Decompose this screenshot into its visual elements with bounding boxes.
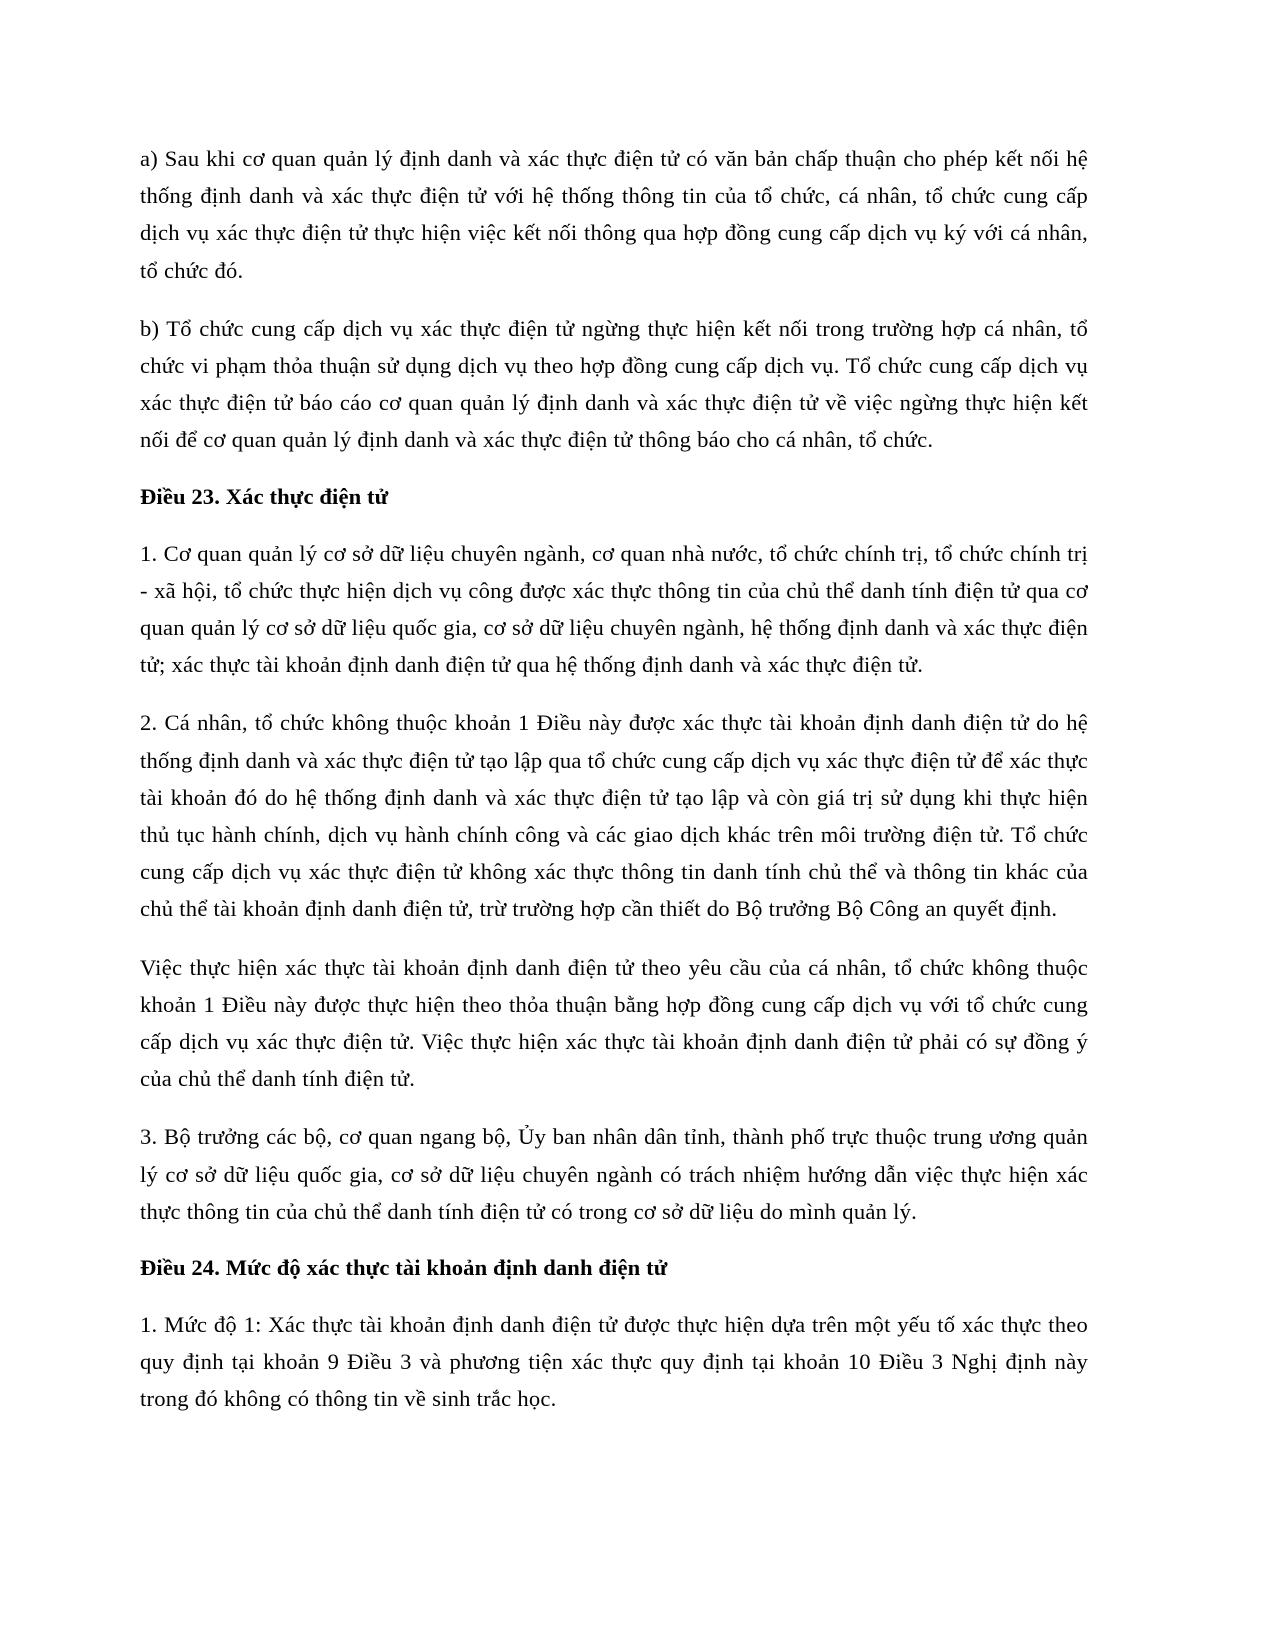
paragraph-dieu24-clause-1: 1. Mức độ 1: Xác thực tài khoản định danh điện tử được thực hiện dựa trên một yếu tố xác thực theo quy định tại khoản 9 Điều 3 và phương tiện xác thực quy định tại khoản 10 Điều 3 Nghị định này trong đó không có thông tin về sinh trắc học. [140,1312,1088,1412]
paragraph-dieu23-clause-1: 1. Cơ quan quản lý cơ sở dữ liệu chuyên ngành, cơ quan nhà nước, tổ chức chính trị, tổ chức chính trị - xã hội, tổ chức thực hiện dịch vụ công được xác thực thông tin của chủ thể danh tính điện tử qua cơ quan quản lý cơ sở dữ liệu quốc gia, cơ sở dữ liệu chuyên ngành, hệ thống định danh và xác thực điện tử; xác thực tài khoản định danh điện tử qua hệ thống định danh và xác thực điện tử. [140,540,1088,678]
paragraph-item-a: a) Sau khi cơ quan quản lý định danh và xác thực điện tử có văn bản chấp thuận cho phép kết nối hệ thống định danh và xác thực điện tử với hệ thống thông tin của tổ chức, cá nhân, tổ chức cung cấp dịch vụ xác thực điện tử thực hiện việc kết nối thông qua hợp đồng cung cấp dịch vụ ký với cá nhân, tổ chức đó. [140,146,1088,283]
paragraph-dieu23-clause-2-continued: Việc thực hiện xác thực tài khoản định danh điện tử theo yêu cầu của cá nhân, tổ chức không thuộc khoản 1 Điều này được thực hiện theo thỏa thuận bằng hợp đồng cung cấp dịch vụ với tổ chức cung cấp dịch vụ xác thực điện tử. Việc thực hiện xác thực tài khoản định danh điện tử phải có sự đồng ý của chủ thể danh tính điện tử. [140,954,1088,1092]
heading-dieu-23: Điều 23. Xác thực điện tử [140,483,389,509]
document-content [140,140,1088,1418]
heading-dieu-24: Điều 24. Mức độ xác thực tài khoản định danh điện tử [140,1255,668,1281]
paragraph-dieu23-clause-2: 2. Cá nhân, tổ chức không thuộc khoản 1 Điều này được xác thực tài khoản định danh điện tử do hệ thống định danh và xác thực điện tử tạo lập qua tổ chức cung cấp dịch vụ xác thực điện tử để xác thực tài khoản đó do hệ thống định danh và xác thực điện tử tạo lập và còn giá trị sử dụng khi thực hiện thủ tục hành chính, dịch vụ hành chính công và các giao dịch khác trên môi trường điện tử. Tổ chức cung cấp dịch vụ xác thực điện tử không xác thực thông tin danh tính chủ thể và thông tin khác của chủ thể tài khoản định danh điện tử, trừ trường hợp cần thiết do Bộ trưởng Bộ Công an quyết định. [140,710,1088,922]
paragraph-dieu23-clause-3: 3. Bộ trưởng các bộ, cơ quan ngang bộ, Ủy ban nhân dân tỉnh, thành phố trực thuộc trung ương quản lý cơ sở dữ liệu quốc gia, cơ sở dữ liệu chuyên ngành có trách nhiệm hướng dẫn việc thực hiện xác thực thông tin của chủ thể danh tính điện tử có trong cơ sở dữ liệu do mình quản lý. [140,1124,1088,1224]
paragraph-item-b: b) Tổ chức cung cấp dịch vụ xác thực điện tử ngừng thực hiện kết nối trong trường hợp cá nhân, tổ chức vi phạm thỏa thuận sử dụng dịch vụ theo hợp đồng cung cấp dịch vụ. Tổ chức cung cấp dịch vụ xác thực điện tử báo cáo cơ quan quản lý định danh và xác thực điện tử về việc ngừng thực hiện kết nối để cơ quan quản lý định danh và xác thực điện tử thông báo cho cá nhân, tổ chức. [140,315,1088,453]
